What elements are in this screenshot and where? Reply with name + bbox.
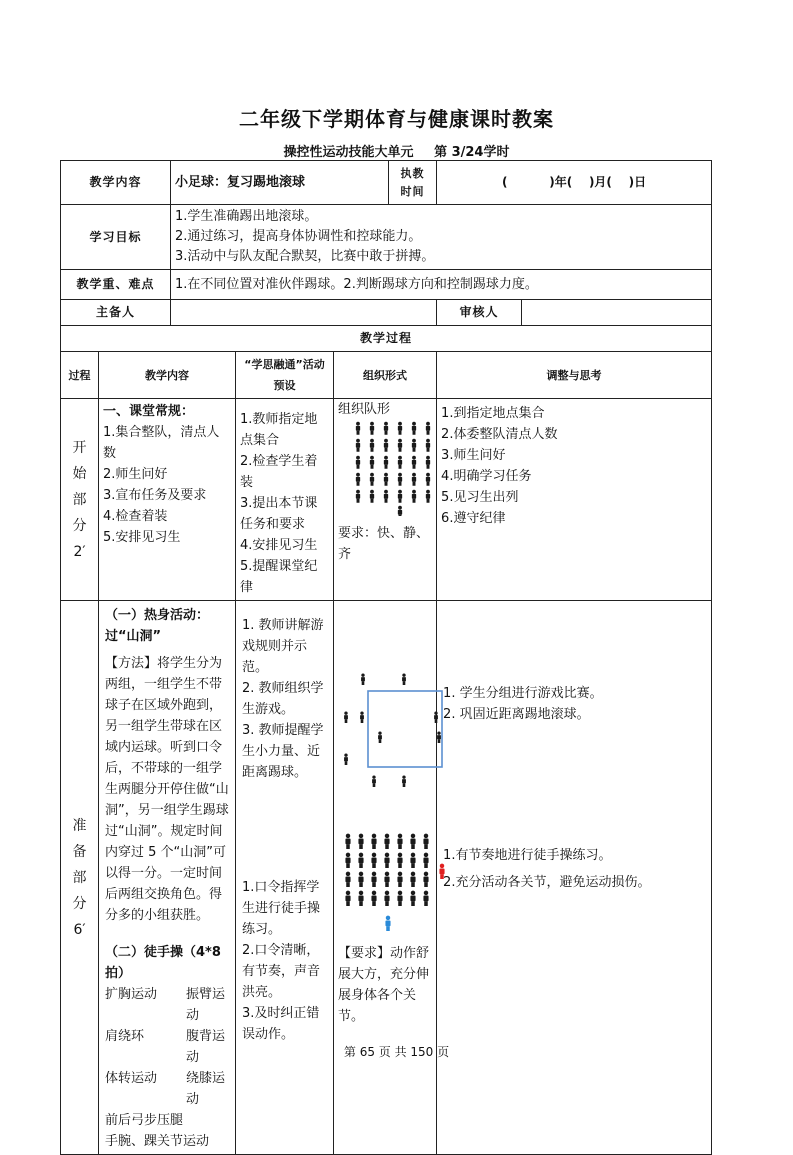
key-points-value: 1.在不同位置对准伙伴踢球。2.判断踢球方向和控制踢球力度。 — [171, 270, 712, 300]
list-item: 6.遵守纪律 — [441, 511, 506, 526]
student-icon — [410, 834, 415, 849]
student-icon — [398, 490, 402, 503]
prep-activity — [236, 601, 334, 1155]
goals-label: 学习目标 — [61, 205, 171, 270]
play-area — [368, 691, 442, 767]
student-icon — [410, 853, 415, 868]
start-content — [99, 399, 236, 601]
student-icon — [384, 422, 388, 435]
student-icon — [434, 711, 438, 723]
content-label: 教学内容 — [61, 161, 171, 205]
student-icon — [356, 456, 360, 469]
goals-list — [171, 205, 712, 270]
student-icon — [344, 711, 348, 723]
student-icon — [370, 456, 374, 469]
exec-date: ( )年( )月( )日 — [437, 161, 712, 205]
student-icon — [412, 473, 416, 486]
student-icon — [426, 422, 430, 435]
list-item: 3.提出本节课任务和要求 — [240, 496, 318, 532]
col-header-adjustment: 调整与思考 — [437, 352, 712, 399]
list-item: 1.教师指定地点集合 — [240, 412, 318, 448]
student-icon — [378, 731, 382, 743]
student-icon — [398, 456, 402, 469]
student-icon — [370, 473, 374, 486]
unit-name: 操控性运动技能大单元 — [283, 145, 414, 160]
subtitle — [0, 141, 793, 160]
student-icon — [344, 753, 348, 765]
student-icon — [402, 673, 406, 685]
list-item: 1.集合整队，清点人数 — [103, 425, 220, 461]
goal-item: 1.学生准确踢出地滚球。 — [175, 209, 318, 224]
teacher-icon — [385, 916, 390, 931]
start-activity — [236, 399, 334, 601]
student-icon — [371, 834, 376, 849]
list-item: 2.体委整队清点人数 — [441, 427, 558, 442]
col-header-activity: “学思融通”活动预设 — [236, 352, 334, 399]
student-icon — [384, 456, 388, 469]
student-icon — [426, 456, 430, 469]
student-icon — [397, 853, 402, 868]
student-icon — [412, 439, 416, 452]
list-item: 3.宣布任务及要求 — [103, 488, 207, 503]
exec-time-label — [389, 161, 437, 205]
list-item: 5.安排见习生 — [103, 530, 181, 545]
org-requirement: 要求：快、静、齐 — [338, 526, 430, 562]
list-item: 1.口令指挥学生进行徒手操练习。 — [242, 880, 321, 937]
reviewer-value — [522, 300, 712, 326]
student-icon — [358, 834, 363, 849]
student-icon — [356, 439, 360, 452]
warmup-title: （一）热身活动：过“山洞” — [105, 608, 210, 644]
start-adjustment — [437, 399, 712, 601]
student-icon — [345, 872, 350, 887]
student-icon — [371, 853, 376, 868]
exercise-item: 前后弓步压腿 — [105, 1113, 184, 1128]
list-item: 4.安排见习生 — [240, 538, 318, 553]
list-item: 3. 教师提醒学生小力量、近距离踢球。 — [242, 723, 324, 780]
goal-item: 3.活动中与队友配合默契，比赛中敢于拼搏。 — [175, 249, 435, 264]
student-icon — [423, 872, 428, 887]
student-icon — [437, 731, 441, 743]
student-icon — [423, 853, 428, 868]
org-requirement: 【要求】动作舒展大方，充分伸展身体各个关节。 — [338, 946, 430, 1024]
prep-adjustment — [437, 601, 712, 1155]
page-footer: 第 65 页 共 150 页 — [343, 1045, 450, 1059]
student-icon — [397, 891, 402, 906]
student-icon — [372, 775, 376, 787]
list-item: 2.检查学生着装 — [240, 454, 318, 490]
student-icon — [423, 891, 428, 906]
preparer-label: 主备人 — [61, 300, 171, 326]
student-icon — [345, 834, 350, 849]
student-icon — [426, 490, 430, 503]
col-header-content: 教学内容 — [99, 352, 236, 399]
list-item: 2.口令清晰，有节奏，声音洪亮。 — [242, 943, 321, 1000]
exec-time-label-1: 执教 — [400, 166, 425, 180]
student-icon — [423, 834, 428, 849]
student-icon — [358, 891, 363, 906]
list-item: 4.明确学习任务 — [441, 469, 532, 484]
student-icon — [358, 872, 363, 887]
list-item: 5.见习生出列 — [441, 490, 519, 505]
student-icon — [384, 834, 389, 849]
key-points-label: 教学重、难点 — [61, 270, 171, 300]
list-item: 1.有节奏地进行徒手操练习。 — [443, 848, 612, 863]
student-icon — [384, 490, 388, 503]
student-icon — [398, 439, 402, 452]
prep-organization — [334, 601, 437, 1155]
process-header: 教学过程 — [61, 326, 712, 352]
student-icon — [384, 872, 389, 887]
student-icon — [384, 473, 388, 486]
student-icon — [412, 422, 416, 435]
list-item: 5.提醒课堂纪律 — [240, 559, 318, 595]
teacher-icon — [398, 506, 402, 516]
student-icon — [370, 439, 374, 452]
page-title: 二年级下学期体育与健康课时教案 — [239, 107, 554, 131]
exec-time-label-2: 时间 — [400, 184, 425, 198]
student-icon — [426, 439, 430, 452]
student-icon — [358, 853, 363, 868]
list-item: 4.检查着装 — [103, 509, 168, 524]
warmup-diagram — [338, 601, 460, 936]
list-item: 3.及时纠正错误动作。 — [242, 1006, 320, 1042]
org-caption: 组织队形 — [338, 402, 391, 417]
warmup-method: 【方法】将学生分为两组，一组学生不带球子在区域外跑到，另一组学生带球在区域内运球。听到口令后，不带球的一组学生两腿分开停住做“山洞”，另一组学生踢球过“山洞”。规定时间内穿过 5 个“山洞”可以得一分。一定时间后两组交换角色。得分多的小组获胜。 — [105, 656, 229, 923]
list-item: 1.到指定地点集合 — [441, 406, 545, 421]
student-icon — [412, 456, 416, 469]
student-icon — [356, 490, 360, 503]
list-item: 2.师生问好 — [103, 467, 168, 482]
student-icon — [360, 711, 364, 723]
list-item: 2. 巩固近距离踢地滚球。 — [443, 707, 590, 722]
phase-prep: 准 备 部 分 6′ — [61, 601, 99, 1155]
exercise-title: （二）徒手操（4*8拍） — [105, 945, 221, 981]
list-item: 1. 学生分组进行游戏比赛。 — [443, 686, 603, 701]
start-content-heading: 一、课堂常规： — [103, 404, 195, 419]
student-icon — [371, 891, 376, 906]
student-icon — [397, 872, 402, 887]
student-icon — [370, 490, 374, 503]
goal-item: 2.通过练习，提高身体协调性和控球能力。 — [175, 229, 422, 244]
preparer-value — [171, 300, 437, 326]
student-icon — [402, 775, 406, 787]
student-icon — [397, 834, 402, 849]
student-icon — [426, 473, 430, 486]
student-icon — [384, 439, 388, 452]
student-icon — [345, 853, 350, 868]
student-icon — [356, 473, 360, 486]
lesson-number: 第 3/24学时 — [434, 145, 510, 160]
student-icon — [370, 422, 374, 435]
start-organization — [334, 399, 437, 601]
col-header-organization: 组织形式 — [334, 352, 437, 399]
student-icon — [410, 891, 415, 906]
prep-content — [99, 601, 236, 1155]
student-icon — [410, 872, 415, 887]
student-icon — [361, 673, 365, 685]
reviewer-label: 审核人 — [437, 300, 522, 326]
col-header-phase: 过程 — [61, 352, 99, 399]
content-value: 小足球：复习踢地滚球 — [171, 161, 389, 205]
student-icon — [398, 473, 402, 486]
list-item: 1. 教师讲解游戏规则并示范。 — [242, 618, 324, 675]
student-icon — [345, 891, 350, 906]
lesson-plan-table — [60, 160, 712, 1155]
exercise-row: 扩胸运动 振臂运动 — [105, 987, 226, 1023]
exercise-row: 肩绕环 腹背运动 — [105, 1029, 226, 1065]
exercise-item: 手腕、踝关节运动 — [105, 1134, 210, 1149]
student-icon — [371, 872, 376, 887]
student-icon — [384, 891, 389, 906]
exercise-row: 体转运动 绕膝运动 — [105, 1071, 226, 1107]
list-item: 2. 教师组织学生游戏。 — [242, 681, 324, 717]
list-item: 3.师生问好 — [441, 448, 506, 463]
student-icon — [412, 490, 416, 503]
list-item: 2.充分活动各关节，避免运动损伤。 — [443, 875, 651, 890]
student-icon — [356, 422, 360, 435]
phase-start: 开 始 部 分 2′ — [61, 399, 99, 601]
student-icon — [384, 853, 389, 868]
student-icon — [398, 422, 402, 435]
